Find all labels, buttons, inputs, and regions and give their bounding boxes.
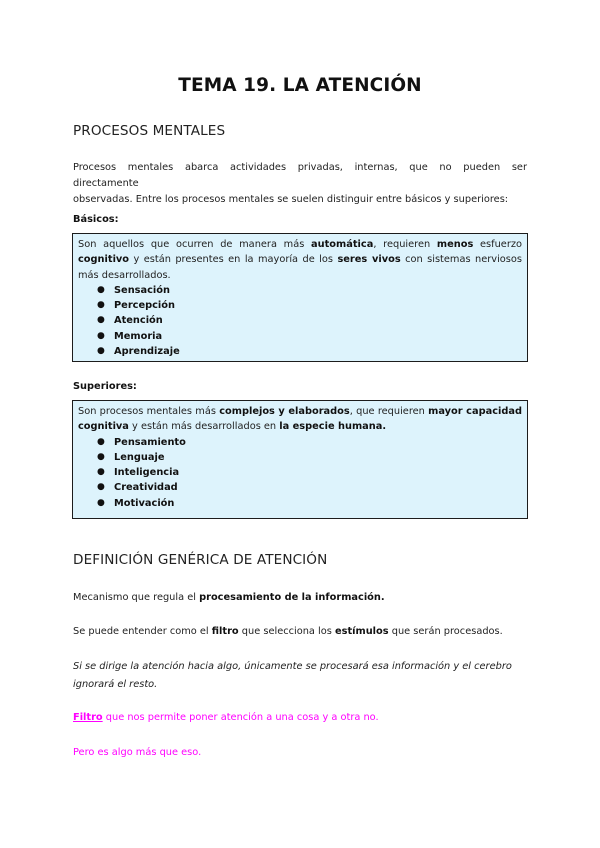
list-item-label: Lenguaje [114,451,165,463]
list-item [78,480,522,495]
paragraph-filtro-magenta [73,710,527,726]
text-fragment: y están más desarrollados en [128,421,280,433]
bullet-icon: ● [97,451,105,462]
list-item [78,329,522,344]
list-item-label: Sensación [114,284,170,296]
text-fragment: Son aquellos que ocurren de manera más [78,239,312,250]
list-item [78,283,522,298]
basicos-box [72,233,528,362]
list-item-label: Percepción [114,300,175,312]
bold-mayor-capacidad: mayor capacidad cognitiva [78,406,522,433]
filtro-link[interactable]: Filtro [73,712,103,723]
paragraph-algo-mas: Pero es algo más que eso. [73,747,202,758]
text-fragment: y están presentes en la mayoría de los [129,254,338,266]
bold-seres-vivos: seres vivos [337,254,401,266]
intro-line-2: observadas. Entre los procesos mentales se suelen distinguir entre básicos y superiores: [73,194,509,205]
list-item-label: Atención [114,315,163,327]
list-item [78,313,522,328]
text-fragment: , que requieren [349,406,429,417]
bullet-icon: ● [97,436,105,447]
list-item-label: Pensamiento [114,436,186,448]
bullet-icon: ● [97,284,105,295]
bold-complejos: complejos y elaborados [219,406,350,417]
text-fragment: con sistemas nerviosos más desarrollados. [78,254,522,281]
list-item-label: Inteligencia [114,467,180,479]
text-fragment: Se puede entender como el [73,626,212,637]
basicos-label: Básicos: [73,214,119,225]
list-item-label: Aprendizaje [114,346,180,358]
superiores-label: Superiores: [73,381,137,392]
paragraph-mecanismo [73,590,527,606]
section-heading-definicion: DEFINICIÓN GENÉRICA DE ATENCIÓN [73,552,328,568]
paragraph-filtro [73,624,527,640]
bullet-icon: ● [97,315,105,326]
bullet-icon: ● [97,482,105,493]
bold-estimulos: estímulos [334,626,389,637]
text-fragment: que selecciona los [238,626,335,637]
bold-menos: menos [436,239,474,250]
paragraph-italic-atencion: Si se dirige la atención hacia algo, únicamente se procesará esa información y el cerebro ignorará el resto. [73,661,512,690]
list-item [78,496,522,511]
text-fragment: que nos permite poner atención a una cosa y a otra no. [102,712,379,723]
bullet-icon: ● [97,346,105,357]
text-fragment: que serán procesados. [388,626,503,637]
basicos-list [78,283,522,359]
superiores-description [78,404,522,435]
basicos-description [78,237,522,283]
list-item [78,465,522,480]
intro-paragraph [73,160,527,208]
list-item-label: Creatividad [114,482,178,494]
page-title: TEMA 19. LA ATENCIÓN [178,75,422,96]
superiores-list [78,435,522,511]
bullet-icon: ● [97,497,105,508]
text-fragment: Mecanismo que regula el [73,592,200,603]
intro-line-1: Procesos mentales abarca actividades privadas, internas, que no pueden ser directamente [73,162,527,189]
bold-filtro: filtro [211,626,239,637]
bullet-icon: ● [97,330,105,341]
bold-procesamiento: procesamiento de la información. [199,592,385,603]
bullet-icon: ● [97,467,105,478]
list-item [78,344,522,359]
list-item-label: Memoria [114,330,163,342]
text-fragment: esfuerzo [473,239,522,250]
list-item-label: Motivación [114,497,175,509]
bold-automatica: automática [311,239,374,250]
bold-especie-humana: la especie humana. [279,421,387,433]
list-item [78,298,522,313]
list-item [78,450,522,465]
text-fragment: , requieren [373,239,437,250]
section-heading-procesos: PROCESOS MENTALES [73,123,226,139]
superiores-box [72,400,528,519]
bold-cognitivo: cognitivo [78,254,130,266]
text-fragment: Son procesos mentales más [78,406,220,417]
bullet-icon: ● [97,300,105,311]
list-item [78,435,522,450]
